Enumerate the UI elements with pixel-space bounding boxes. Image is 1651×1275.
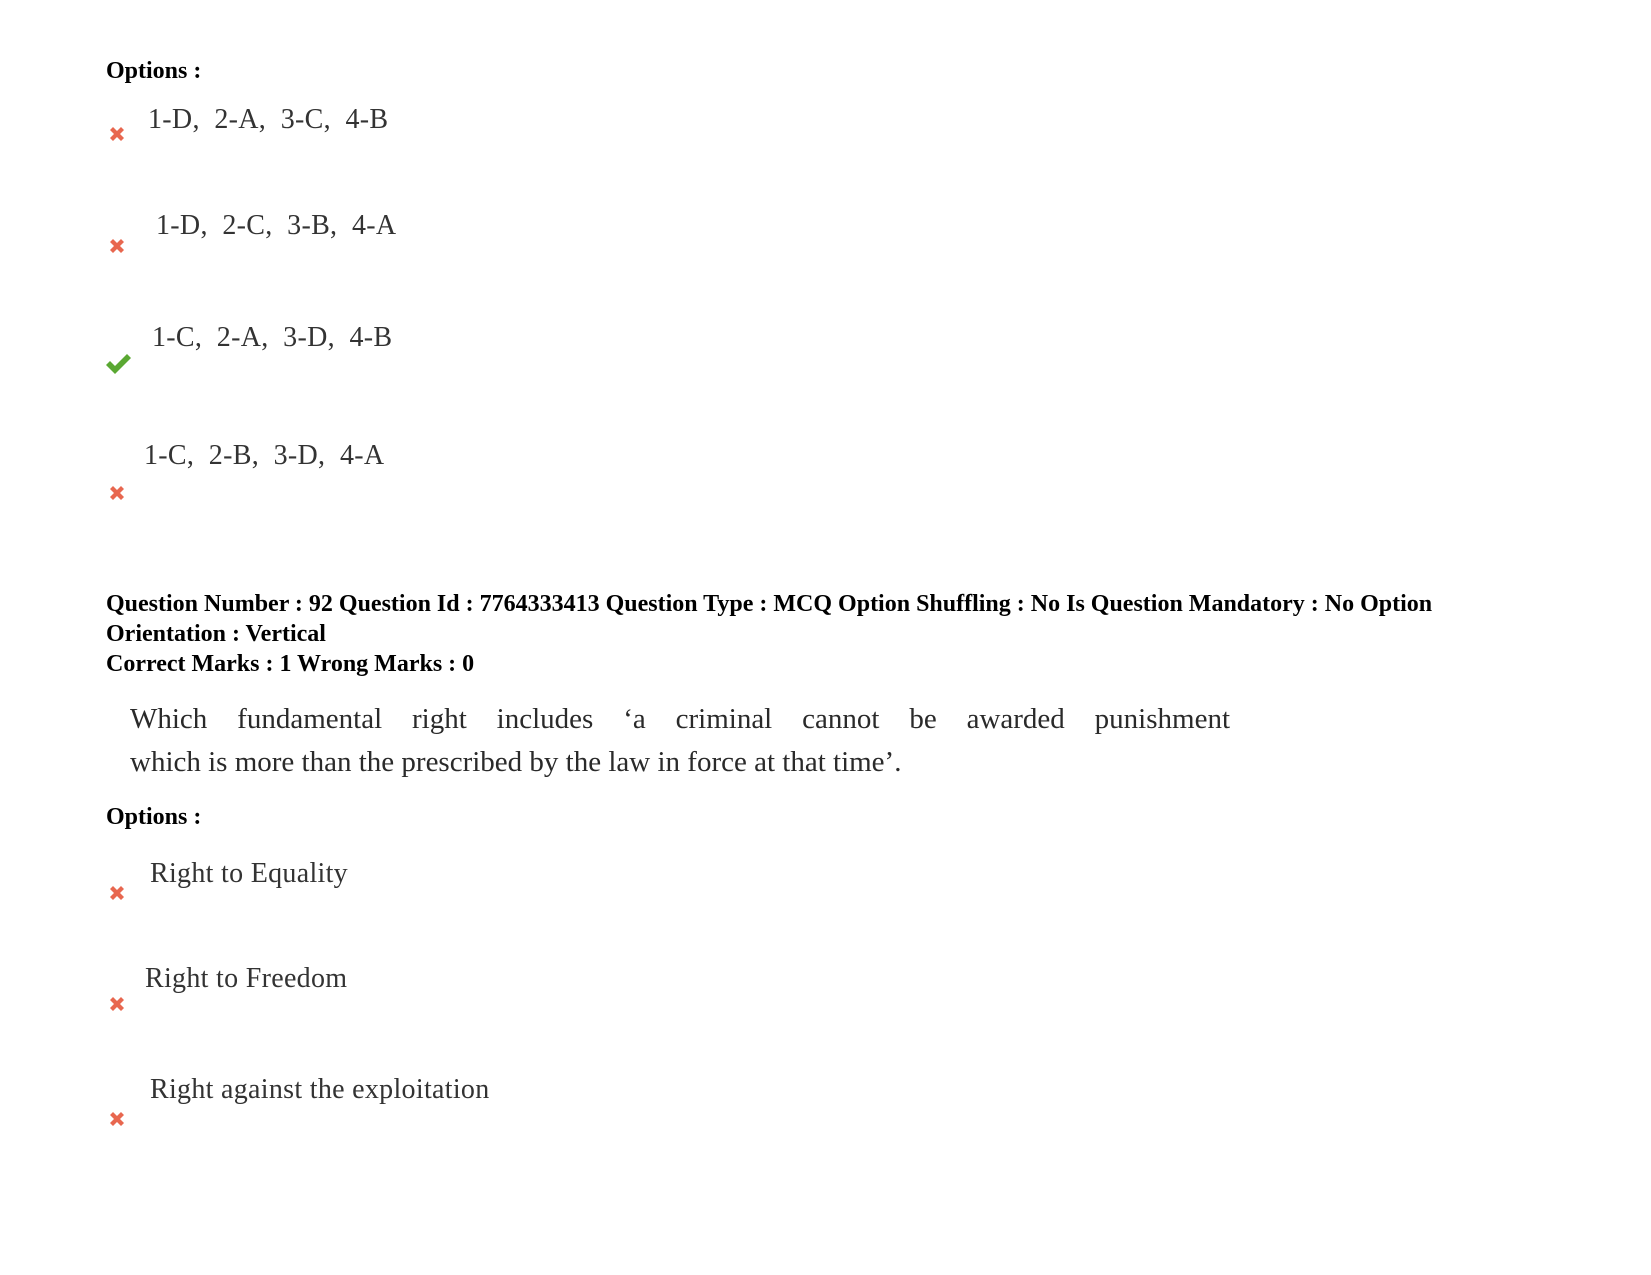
question-text-line: which is more than the prescribed by the law in force at that time’.: [130, 746, 902, 778]
option-text: 1-C, 2-B, 3-D, 4-A: [144, 440, 385, 471]
option-text: Right to Equality: [150, 858, 348, 889]
option-text: 1-C, 2-A, 3-D, 4-B: [152, 322, 393, 353]
cross-icon: [107, 124, 127, 144]
question-meta: [106, 589, 1556, 649]
option-text: Right against the exploitation: [150, 1074, 490, 1105]
option-text: 1-D, 2-C, 3-B, 4-A: [156, 210, 397, 241]
question-text: [130, 698, 1230, 784]
check-icon: [104, 352, 132, 376]
options-label: Options :: [106, 804, 202, 830]
options-label: Options :: [106, 58, 202, 84]
cross-icon: [107, 1109, 127, 1129]
cross-icon: [107, 236, 127, 256]
option-text: Right to Freedom: [145, 963, 348, 994]
cross-icon: [107, 994, 127, 1014]
question-meta-line: Orientation : Vertical: [106, 621, 326, 647]
cross-icon: [107, 483, 127, 503]
cross-icon: [107, 883, 127, 903]
option-text: 1-D, 2-A, 3-C, 4-B: [148, 104, 389, 135]
marks-line: Correct Marks : 1 Wrong Marks : 0: [106, 651, 475, 677]
question-text-line: Which fundamental right includes ‘a criminal cannot be awarded punishment: [130, 703, 1230, 735]
question-meta-line: Question Number : 92 Question Id : 7764333413 Question Type : MCQ Option Shuffling : No Is Question Mandatory : No Option: [106, 591, 1433, 617]
